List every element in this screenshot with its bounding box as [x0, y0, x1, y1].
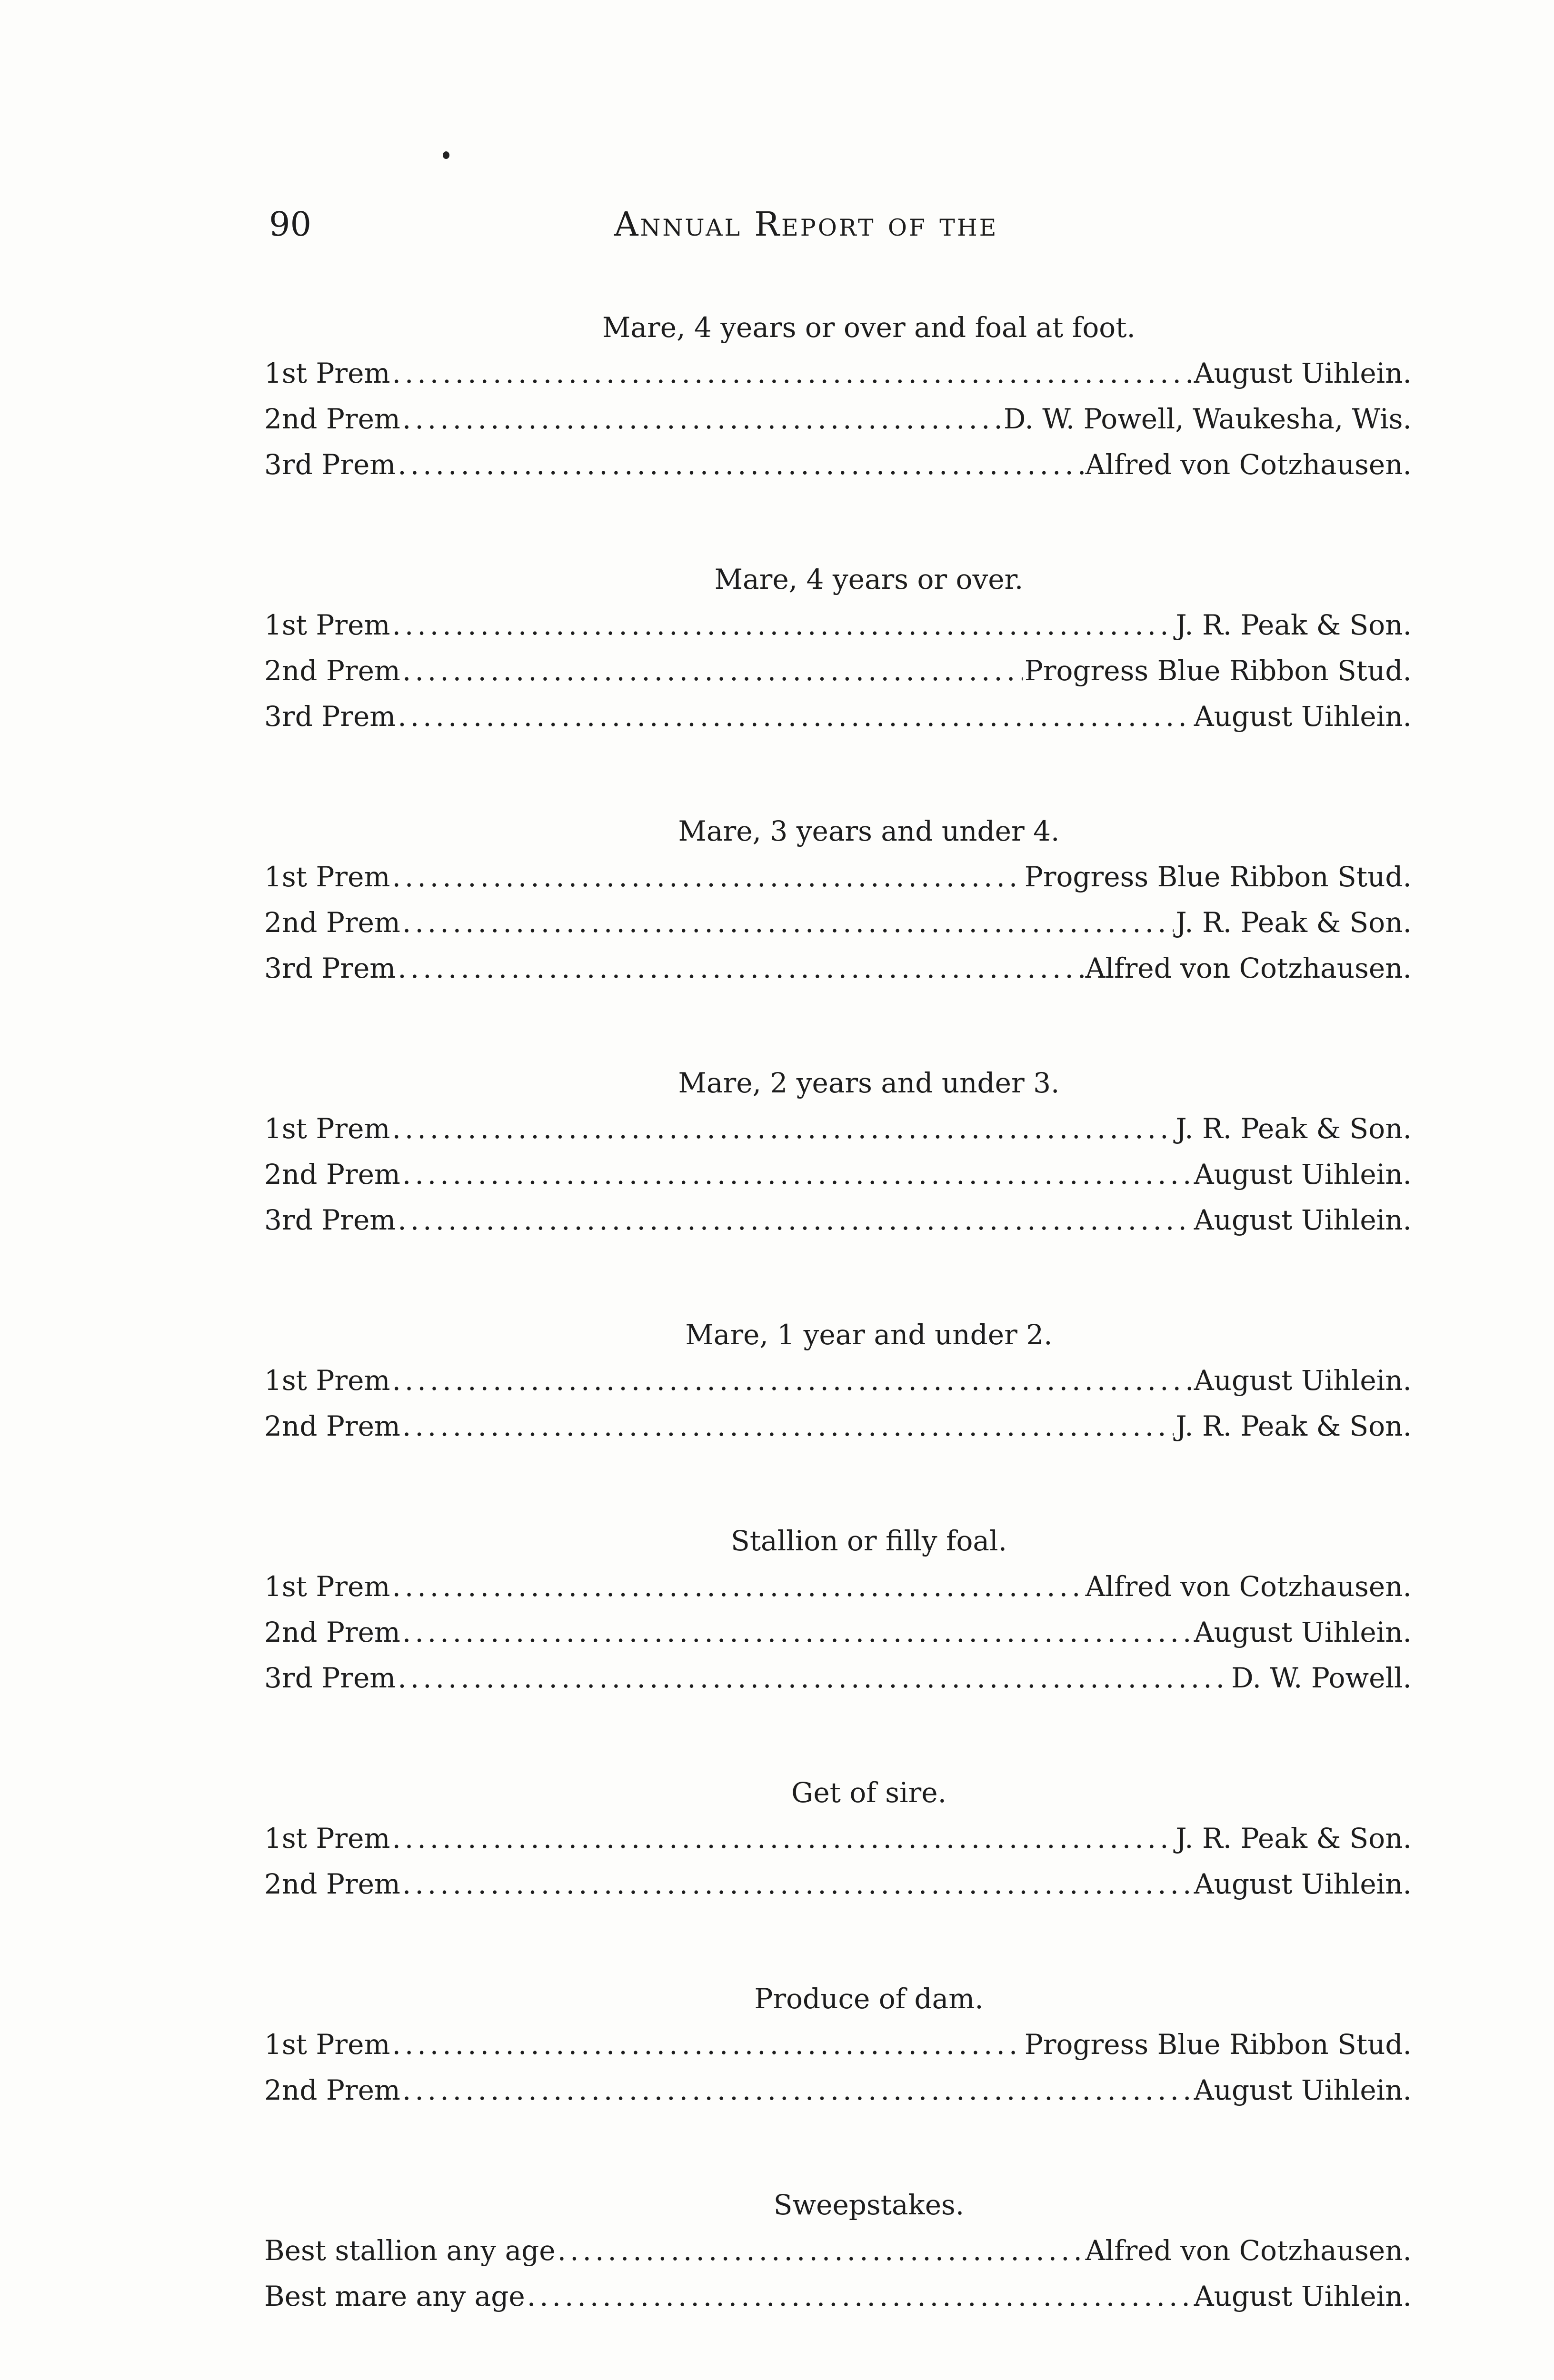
- award-place: 2nd Prem: [264, 1158, 400, 1190]
- section-mare-1-year: [264, 1312, 1412, 1449]
- award-entry: [264, 2228, 1412, 2273]
- section-mare-3-years: [264, 808, 1412, 991]
- dot-leader: [392, 1106, 1174, 1151]
- award-place: 1st Prem: [264, 1112, 390, 1145]
- award-place: 3rd Prem: [264, 952, 396, 984]
- award-entry: [264, 2273, 1412, 2319]
- dot-leader: [398, 694, 1192, 739]
- award-entry: [264, 1403, 1412, 1449]
- award-winner: August Uihlein.: [1194, 357, 1412, 389]
- section-heading: Get of sire.: [791, 1776, 947, 1809]
- section-mare-4-years: [264, 556, 1412, 739]
- award-winner: Progress Blue Ribbon Stud.: [1024, 654, 1412, 687]
- dot-leader: [402, 900, 1174, 945]
- award-entry: [264, 1358, 1412, 1403]
- award-winner: J. R. Peak & Son.: [1175, 906, 1412, 939]
- award-place: 3rd Prem: [264, 700, 396, 733]
- dot-leader: [392, 1358, 1192, 1403]
- award-winner: August Uihlein.: [1194, 1204, 1412, 1236]
- award-winner: August Uihlein.: [1194, 2074, 1412, 2106]
- award-place: 2nd Prem: [264, 1868, 400, 1900]
- section-get-of-sire: [264, 1770, 1412, 1907]
- section-heading: Mare, 3 years and under 4.: [678, 815, 1060, 847]
- award-place: 1st Prem: [264, 609, 390, 641]
- section-foal: [264, 1518, 1412, 1701]
- award-place: 2nd Prem: [264, 1616, 400, 1648]
- award-entry: [264, 1564, 1412, 1609]
- section-heading: Produce of dam.: [754, 1983, 984, 2015]
- award-winner: August Uihlein.: [1194, 2280, 1412, 2312]
- page-title: Annual Report of the: [614, 205, 998, 244]
- dot-leader: [558, 2228, 1084, 2273]
- award-entry: [264, 1151, 1412, 1197]
- award-winner: Alfred von Cotzhausen.: [1085, 952, 1412, 984]
- award-place: 2nd Prem: [264, 1410, 400, 1442]
- award-place: 1st Prem: [264, 357, 390, 389]
- award-place: 3rd Prem: [264, 1662, 396, 1694]
- section-mare-4-years-with-foal: [264, 305, 1412, 487]
- award-place: Best stallion any age: [264, 2234, 556, 2267]
- award-entry: [264, 350, 1412, 396]
- award-entry: [264, 1609, 1412, 1655]
- section-heading: Mare, 4 years or over.: [714, 563, 1024, 595]
- award-entry: [264, 1106, 1412, 1151]
- award-place: 1st Prem: [264, 2028, 390, 2061]
- award-place: 2nd Prem: [264, 906, 400, 939]
- award-winner: August Uihlein.: [1194, 1616, 1412, 1648]
- award-winner: J. R. Peak & Son.: [1175, 1112, 1412, 1145]
- dot-leader: [398, 1655, 1229, 1701]
- dot-leader: [402, 1861, 1192, 1907]
- award-winner: Progress Blue Ribbon Stud.: [1024, 861, 1412, 893]
- award-entry: [264, 900, 1412, 945]
- dot-leader: [398, 442, 1083, 487]
- award-entry: [264, 2067, 1412, 2113]
- dot-leader: [402, 396, 1002, 442]
- dot-leader: [402, 1403, 1174, 1449]
- dot-leader: [527, 2273, 1192, 2319]
- award-entry: [264, 648, 1412, 694]
- award-winner: Alfred von Cotzhausen.: [1085, 448, 1412, 481]
- award-entry: [264, 1861, 1412, 1907]
- dot-leader: [392, 1815, 1174, 1861]
- dot-leader: [392, 350, 1192, 396]
- award-winner: D. W. Powell, Waukesha, Wis.: [1003, 403, 1412, 435]
- award-entry: [264, 442, 1412, 487]
- award-entry: [264, 1655, 1412, 1701]
- award-winner: August Uihlein.: [1194, 1364, 1412, 1397]
- dot-leader: [392, 854, 1022, 900]
- section-heading: Sweepstakes.: [773, 2189, 965, 2221]
- award-entry: [264, 602, 1412, 648]
- dot-leader: [398, 945, 1083, 991]
- section-produce-of-dam: [264, 1976, 1412, 2113]
- section-heading: Mare, 2 years and under 3.: [678, 1067, 1060, 1099]
- award-place: 3rd Prem: [264, 448, 396, 481]
- award-winner: Alfred von Cotzhausen.: [1085, 1570, 1412, 1603]
- award-entry: [264, 1815, 1412, 1861]
- award-winner: J. R. Peak & Son.: [1175, 609, 1412, 641]
- section-heading: Stallion or filly foal.: [731, 1525, 1007, 1557]
- dot-leader: [392, 2022, 1022, 2067]
- dot-leader: [392, 602, 1174, 648]
- award-entry: [264, 2022, 1412, 2067]
- section-heading: Mare, 1 year and under 2.: [685, 1319, 1053, 1351]
- award-winner: J. R. Peak & Son.: [1175, 1410, 1412, 1442]
- premium-list: [264, 305, 1412, 2380]
- award-place: 1st Prem: [264, 861, 390, 893]
- dot-leader: [392, 1564, 1083, 1609]
- ink-speck: [443, 151, 449, 159]
- award-winner: August Uihlein.: [1194, 1868, 1412, 1900]
- award-winner: Progress Blue Ribbon Stud.: [1024, 2028, 1412, 2061]
- award-winner: D. W. Powell.: [1231, 1662, 1412, 1694]
- award-place: 2nd Prem: [264, 654, 400, 687]
- award-entry: [264, 396, 1412, 442]
- award-winner: Alfred von Cotzhausen.: [1085, 2234, 1412, 2267]
- award-entry: [264, 1197, 1412, 1243]
- section-sweepstakes: [264, 2182, 1412, 2319]
- award-winner: August Uihlein.: [1194, 1158, 1412, 1190]
- dot-leader: [398, 1197, 1192, 1243]
- award-place: 1st Prem: [264, 1822, 390, 1854]
- award-winner: J. R. Peak & Son.: [1175, 1822, 1412, 1854]
- section-mare-2-years: [264, 1060, 1412, 1243]
- award-winner: August Uihlein.: [1194, 700, 1412, 733]
- award-place: 2nd Prem: [264, 403, 400, 435]
- award-place: 2nd Prem: [264, 2074, 400, 2106]
- dot-leader: [402, 2067, 1192, 2113]
- page-number: 90: [269, 205, 312, 244]
- running-head: [269, 205, 1412, 257]
- award-entry: [264, 854, 1412, 900]
- award-place: 1st Prem: [264, 1364, 390, 1397]
- award-place: 3rd Prem: [264, 1204, 396, 1236]
- section-heading: Mare, 4 years or over and foal at foot.: [602, 311, 1136, 344]
- award-entry: [264, 694, 1412, 739]
- dot-leader: [402, 648, 1023, 694]
- dot-leader: [402, 1151, 1192, 1197]
- award-place: 1st Prem: [264, 1570, 390, 1603]
- award-place: Best mare any age: [264, 2280, 525, 2312]
- award-entry: [264, 945, 1412, 991]
- dot-leader: [402, 1609, 1192, 1655]
